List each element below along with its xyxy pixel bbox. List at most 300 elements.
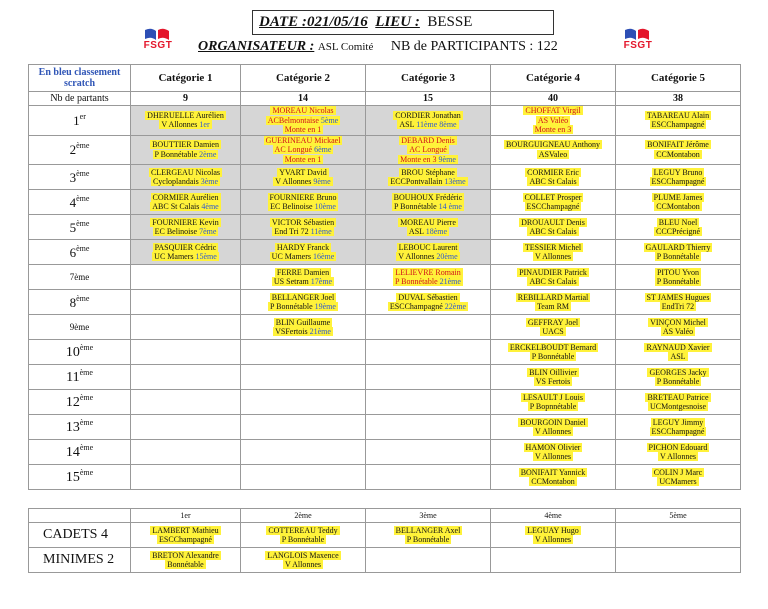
placing-row — [29, 135, 741, 165]
rider-name: BLEU Noel — [658, 217, 698, 227]
result-cell — [366, 315, 491, 340]
rider-club: Team RM — [536, 302, 570, 311]
result-cell — [241, 465, 366, 490]
rider-name: BOURGUIGNEAU Anthony — [506, 140, 600, 150]
result-cell — [241, 190, 366, 215]
rider-name: BOUTTIER Damien — [152, 140, 219, 150]
rider-club: ABC St Calais — [529, 277, 577, 286]
result-cell — [366, 135, 491, 165]
rider-name: YVART David — [279, 167, 327, 177]
result-cell — [616, 415, 741, 440]
result-cell — [366, 190, 491, 215]
rider-name: LAMBERT Mathieu — [152, 525, 219, 535]
placing-suffix: ème — [79, 343, 94, 352]
result-cell — [491, 240, 616, 265]
rider-name: BRETEAU Patrice — [647, 392, 709, 402]
rider-name: LEGUAY Hugo — [527, 525, 579, 535]
rider-club: ESCChampagné — [651, 120, 705, 130]
result-cell — [131, 106, 241, 136]
placing-label: 5ème — [29, 215, 131, 240]
rider-name: BLIN Oillivier — [529, 367, 577, 377]
rider-name: COTTEREAU Teddy — [268, 525, 338, 535]
rider-club: End Tri 72 11ème — [274, 227, 332, 236]
result-cell — [491, 215, 616, 240]
fsgt-logo-right — [620, 27, 656, 55]
rider-name: PLUME James — [653, 192, 703, 202]
result-cell — [131, 415, 241, 440]
result-cell — [491, 265, 616, 290]
placing-row — [29, 240, 741, 265]
placing-suffix: ème — [76, 193, 90, 203]
placing-suffix: ème — [79, 443, 94, 452]
rider-club: ESCChampagné — [651, 427, 705, 436]
placing-label: 11ème — [29, 365, 131, 390]
result-cell — [131, 440, 241, 465]
result-cell — [131, 215, 241, 240]
category-1-header: Catégorie 1 — [131, 65, 241, 92]
result-cell — [616, 240, 741, 265]
scratch-rank: 5ème — [320, 115, 339, 125]
scratch-rank: 21ème — [309, 327, 331, 336]
result-cell — [616, 106, 741, 136]
rider-club: V Allonnes — [534, 535, 572, 544]
rider-club: V Allonnes 9ème — [275, 177, 331, 186]
organizer-value: ASL Comité — [317, 41, 374, 53]
placing-label: 8ème — [29, 290, 131, 315]
rider-name: HARDY Franck — [276, 242, 330, 252]
promotion-note: Monte en 1 — [284, 125, 322, 134]
scratch-rank: 9ème — [438, 154, 456, 164]
result-cell — [131, 340, 241, 365]
result-cell — [616, 190, 741, 215]
placing-label: 1er — [29, 106, 131, 136]
scratch-legend: En bleu classement scratch — [29, 65, 131, 92]
rider-club: P Bonnétable 14 ème — [394, 202, 462, 211]
placing-label: 4ème — [29, 190, 131, 215]
result-cell — [241, 340, 366, 365]
lieu-label: LIEU : — [375, 14, 420, 30]
category-3-header: Catégorie 3 — [366, 65, 491, 92]
result-cell — [241, 165, 366, 190]
scratch-rank: 6ème — [314, 145, 332, 154]
rider-name: LESAULT J Louis — [522, 392, 583, 402]
rider-club: V Allonnes — [534, 452, 572, 461]
placing-label: 6ème — [29, 240, 131, 265]
rider-club: P Bonnétable — [531, 352, 575, 361]
fsgt-logo-left — [140, 27, 176, 55]
result-cell — [491, 190, 616, 215]
rider-name: DHERUELLE Aurélien — [147, 110, 224, 120]
result-cell — [131, 240, 241, 265]
date-value: 021/05/16 — [306, 14, 368, 30]
placing-row — [29, 340, 741, 365]
rider-name: COLLET Prosper — [524, 192, 582, 202]
result-cell — [241, 440, 366, 465]
result-cell — [366, 265, 491, 290]
rider-name: PITOU Yvon — [656, 267, 700, 277]
rider-club: P Bonnétable — [281, 535, 325, 544]
result-cell — [131, 365, 241, 390]
scratch-rank: 7ème — [199, 227, 217, 236]
rider-name: BROU Stéphane — [401, 167, 455, 177]
rider-club: ASL — [670, 352, 686, 361]
rider-name: PASQUIER Cédric — [154, 242, 217, 252]
placing-label: 3ème — [29, 165, 131, 190]
youth-result-cell — [366, 523, 491, 548]
result-cell — [241, 240, 366, 265]
rider-name: DUVAL Sébastien — [398, 292, 458, 302]
rider-club: AC Longué — [409, 145, 447, 154]
youth-row — [29, 523, 741, 548]
result-cell — [491, 135, 616, 165]
category-5-header: Catégorie 5 — [616, 65, 741, 92]
youth-category-label: CADETS 4 — [29, 523, 131, 548]
result-cell — [241, 106, 366, 136]
result-cell — [616, 315, 741, 340]
result-cell — [616, 135, 741, 165]
rider-name: FOURNIERE Kevin — [152, 217, 219, 227]
rider-name: VINÇON Michel — [650, 317, 706, 327]
rider-club: P Bonnétable — [656, 252, 700, 261]
promotion-note: Monte en 1 — [284, 154, 322, 164]
result-cell — [366, 440, 491, 465]
scratch-rank: 22ème — [444, 302, 467, 311]
placing-suffix: ème — [76, 168, 90, 178]
rider-name: TABAREAU Alain — [646, 110, 710, 120]
placing-label: 12ème — [29, 390, 131, 415]
result-cell — [241, 290, 366, 315]
rider-name: DEBARD Denis — [401, 135, 455, 145]
rider-name: GEORGES Jacky — [649, 367, 707, 377]
youth-rank-header-row — [29, 509, 741, 523]
placing-row — [29, 165, 741, 190]
rider-name: MOREAU Pierre — [400, 217, 456, 227]
youth-corner-cell — [29, 509, 131, 523]
rider-club: CCMontabon — [531, 477, 575, 486]
rider-name: RAYNAUD Xavier — [646, 342, 710, 352]
result-cell — [491, 315, 616, 340]
result-cell — [616, 265, 741, 290]
scratch-rank: 10ème — [314, 202, 336, 211]
placing-suffix: ème — [76, 218, 90, 228]
rider-name: BLIN Guillaume — [275, 317, 331, 327]
scratch-rank: 1er — [199, 120, 210, 130]
youth-result-cell — [491, 548, 616, 573]
rider-club: UC Mamers 15ème — [154, 252, 217, 261]
result-cell — [366, 165, 491, 190]
result-cell — [616, 390, 741, 415]
placing-label: 10ème — [29, 340, 131, 365]
rider-name: BRETON Alexandre — [152, 550, 219, 560]
rider-club: P Bonnétable 21ème — [395, 277, 461, 286]
placing-label: 2ème — [29, 135, 131, 165]
youth-rank-3: 3ème — [366, 509, 491, 523]
youth-category-label: MINIMES 2 — [29, 548, 131, 573]
scratch-rank: 17ème — [310, 277, 333, 286]
result-cell — [491, 365, 616, 390]
date-label: DATE : — [259, 14, 307, 30]
placing-suffix: ème — [76, 141, 90, 151]
rider-club: UACS — [542, 327, 564, 336]
rider-name: ERCKELBOUDT Bernard — [509, 342, 597, 352]
rider-name: REBILLARD Martial — [517, 292, 589, 302]
promotion-note: Monte en 3 9ème — [400, 154, 456, 164]
result-cell — [491, 106, 616, 136]
scratch-rank: 4ème — [201, 202, 219, 211]
result-cell — [241, 390, 366, 415]
rider-name: BONIFAIT Yannick — [520, 467, 586, 477]
rider-name: LELIEVRE Romain — [395, 267, 461, 277]
scratch-rank: 16ème — [313, 252, 335, 261]
rider-club: Bonnétable — [167, 560, 204, 569]
result-cell — [366, 106, 491, 136]
placing-suffix: ème — [76, 293, 90, 303]
rider-club: P Bonnétable — [656, 377, 700, 386]
rider-club: V Allonnes — [534, 252, 572, 261]
placing-suffix: ème — [76, 243, 90, 253]
rider-club: ABC St Calais — [529, 177, 577, 186]
fsgt-flag-icon — [144, 27, 170, 41]
result-cell — [491, 440, 616, 465]
rider-club: ABC St Calais 4ème — [152, 202, 219, 211]
result-cell — [131, 165, 241, 190]
rider-name: BONIFAIT Jérôme — [647, 140, 709, 150]
youth-result-cell — [616, 523, 741, 548]
youth-rank-4: 4ème — [491, 509, 616, 523]
participants-value: 122 — [536, 39, 558, 54]
result-cell — [241, 265, 366, 290]
result-cell — [366, 215, 491, 240]
rider-club: ASValeo — [538, 149, 568, 159]
placing-row — [29, 190, 741, 215]
logo-text: FSGT — [623, 40, 653, 51]
youth-result-cell — [131, 548, 241, 573]
result-cell — [241, 215, 366, 240]
rider-name: COLIN J Marc — [653, 467, 703, 477]
rider-name: TESSIER Michel — [524, 242, 582, 252]
youth-result-cell — [366, 548, 491, 573]
category-4-header: Catégorie 4 — [491, 65, 616, 92]
placing-suffix: ème — [79, 418, 94, 427]
youth-result-cell — [131, 523, 241, 548]
rider-club: CCMontabon — [656, 149, 700, 159]
result-cell — [131, 265, 241, 290]
rider-club: ESCChampagné — [526, 202, 580, 211]
partants-cat-5: 38 — [616, 92, 741, 106]
rider-club: ASL 11ème 8ème — [399, 120, 457, 130]
scratch-rank: 3ème — [200, 177, 219, 186]
placing-row — [29, 415, 741, 440]
placing-row — [29, 315, 741, 340]
scratch-rank: 20ème — [436, 252, 458, 261]
rider-club: ESCChampagné — [159, 535, 212, 544]
rider-club: UCMamers — [659, 477, 697, 486]
rider-name: LEBOUC Laurent — [398, 242, 458, 252]
rider-name: GUERINEAU Mickael — [265, 135, 341, 145]
scratch-rank: 9ème — [313, 177, 331, 186]
result-cell — [366, 290, 491, 315]
result-cell — [366, 240, 491, 265]
rider-name: BOUHOUX Frédéric — [393, 192, 463, 202]
rider-name: LEGUY Bruno — [653, 167, 703, 177]
rider-club: V Allonnes — [659, 452, 697, 461]
placing-label: 7ème — [29, 265, 131, 290]
rider-name: FOURNIERE Bruno — [269, 192, 337, 202]
participants-label: NB de PARTICIPANTS : — [390, 39, 534, 54]
scratch-rank: 15ème — [195, 252, 217, 261]
rider-club: CCCPrécigné — [656, 227, 700, 236]
result-cell — [616, 365, 741, 390]
organizer-line — [198, 39, 558, 55]
rider-name: PICHON Edouard — [648, 442, 708, 452]
rider-name: DROUAULT Denis — [521, 217, 585, 227]
rider-club: US Setram 17ème — [273, 277, 333, 286]
partants-cat-2: 14 — [241, 92, 366, 106]
rider-club: ASL 18ème — [408, 227, 448, 236]
rider-club: AS Valéo — [662, 327, 694, 336]
rider-club: P Bonnétable — [656, 277, 700, 286]
partants-label: Nb de partants — [29, 92, 131, 106]
result-cell — [366, 465, 491, 490]
scratch-rank: 21ème — [439, 277, 461, 286]
result-cell — [241, 415, 366, 440]
placing-row — [29, 215, 741, 240]
result-cell — [131, 465, 241, 490]
partants-cat-1: 9 — [131, 92, 241, 106]
rider-name: CORDIER Jonathan — [395, 110, 461, 120]
placing-suffix: er — [79, 111, 86, 121]
rider-club: V Allonnes 20ème — [398, 252, 458, 261]
result-cell — [241, 135, 366, 165]
partants-cat-4: 40 — [491, 92, 616, 106]
rider-club: UCMontgesnoise — [650, 402, 706, 411]
scratch-rank: 11ème 8ème — [416, 120, 457, 130]
result-cell — [241, 315, 366, 340]
result-cell — [616, 290, 741, 315]
rider-club: ACBelmontaise 5ème — [267, 115, 339, 125]
rider-name: MOREAU Nicolas — [272, 106, 334, 115]
rider-club: P Bopnnétable — [529, 402, 577, 411]
youth-result-cell — [241, 523, 366, 548]
youth-result-cell — [241, 548, 366, 573]
rider-club: CCMontabon — [656, 202, 700, 211]
result-cell — [131, 315, 241, 340]
rider-club: AS Valéo — [537, 115, 569, 125]
rider-club: Cycloplandais 3ème — [152, 177, 219, 186]
rider-name: BELLANGER Joel — [271, 292, 335, 302]
rider-name: LANGLOIS Maxence — [267, 550, 339, 560]
rider-club: UC Mamers 16ème — [271, 252, 335, 261]
placing-label: 14ème — [29, 440, 131, 465]
placing-suffix: ème — [79, 368, 93, 377]
youth-result-cell — [491, 523, 616, 548]
placing-suffix: ème — [79, 393, 94, 402]
result-cell — [491, 290, 616, 315]
rider-club: EC Belinoise 10ème — [270, 202, 336, 211]
category-2-header: Catégorie 2 — [241, 65, 366, 92]
youth-results-table — [28, 508, 741, 573]
rider-name: CHOFFAT Virgil — [525, 106, 581, 115]
rider-name: LEGUY Jimmy — [652, 417, 704, 427]
result-cell — [241, 365, 366, 390]
rider-club: V Allonnes — [284, 560, 322, 569]
rider-name: BOURGOIN Daniel — [520, 417, 586, 427]
result-cell — [366, 365, 491, 390]
rider-club: V Allonnes 1er — [161, 120, 210, 130]
organizer-label: ORGANISATEUR : — [198, 39, 315, 54]
lieu-value: BESSE — [427, 14, 473, 30]
youth-result-cell — [616, 548, 741, 573]
rider-name: PINAUDIER Patrick — [519, 267, 587, 277]
results-table — [28, 64, 741, 490]
scratch-rank: 13ème — [444, 177, 466, 186]
result-cell — [131, 190, 241, 215]
youth-row — [29, 548, 741, 573]
scratch-rank: 19ème — [314, 302, 336, 311]
result-cell — [366, 390, 491, 415]
placing-row — [29, 465, 741, 490]
placing-label: 9ème — [29, 315, 131, 340]
placing-suffix: ème — [79, 468, 94, 477]
placing-row — [29, 106, 741, 136]
placing-label: 15ème — [29, 465, 131, 490]
result-cell — [616, 165, 741, 190]
result-cell — [491, 465, 616, 490]
rider-name: BELLANGER Axel — [395, 525, 461, 535]
rider-name: CORMIER Eric — [527, 167, 579, 177]
youth-rank-5: 5ème — [616, 509, 741, 523]
rider-name: CORMIER Aurélien — [152, 192, 219, 202]
rider-name: CLERGEAU Nicolas — [150, 167, 221, 177]
result-cell — [491, 390, 616, 415]
rider-club: EC Belinoise 7ème — [154, 227, 217, 236]
result-cell — [491, 340, 616, 365]
rider-club: P Bonnétable — [406, 535, 450, 544]
result-cell — [366, 340, 491, 365]
rider-name: GAULARD Thierry — [645, 242, 711, 252]
placing-row — [29, 290, 741, 315]
rider-club: ESCChampagné — [651, 177, 705, 186]
scratch-rank: 11ème — [310, 227, 332, 236]
result-cell — [616, 340, 741, 365]
result-cell — [616, 215, 741, 240]
partants-row — [29, 92, 741, 106]
placing-label: 13ème — [29, 415, 131, 440]
placing-row — [29, 390, 741, 415]
rider-club: P Bonnétable 19ème — [270, 302, 336, 311]
rider-name: ST JAMES Hugues — [646, 292, 710, 302]
placing-row — [29, 365, 741, 390]
placing-row — [29, 265, 741, 290]
rider-club: VS Fertois — [535, 377, 571, 386]
result-cell — [366, 415, 491, 440]
result-cell — [131, 135, 241, 165]
rider-club: ECCPontvallain 13ème — [390, 177, 466, 186]
rider-club: ESCChampagné 22ème — [389, 302, 467, 311]
rider-club: AC Longué 6ème — [274, 145, 332, 154]
scratch-rank: 14 ème — [438, 202, 462, 211]
placing-row — [29, 440, 741, 465]
rider-club: P Bonnétable 2ème — [154, 149, 217, 159]
fsgt-flag-icon — [624, 27, 650, 41]
rider-name: HAMON Olivier — [525, 442, 581, 452]
scratch-rank: 2ème — [199, 149, 217, 159]
rider-name: FERRE Damien — [276, 267, 330, 277]
scratch-rank: 18ème — [425, 227, 448, 236]
logo-text: FSGT — [143, 40, 173, 51]
date-location-box — [252, 10, 554, 35]
rider-club: V Allonnes — [534, 427, 572, 436]
